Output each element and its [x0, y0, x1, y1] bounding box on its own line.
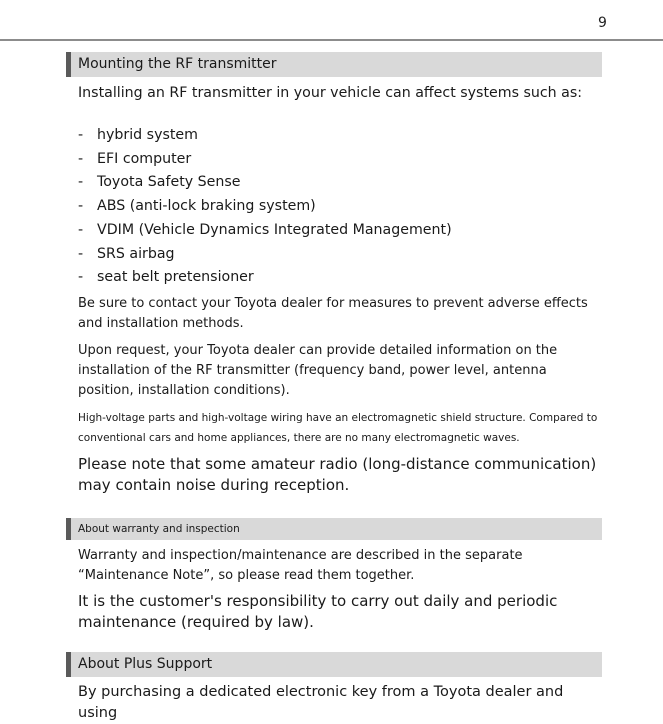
list-item-text: VDIM (Vehicle Dynamics Integrated Management)	[97, 221, 452, 238]
manual-page-content	[66, 52, 602, 724]
list-item	[78, 171, 602, 195]
plus-support-section-body	[66, 682, 602, 724]
list-dash: -	[78, 198, 84, 215]
dealer-contact-note: Be sure to contact your Toyota dealer for measures to prevent adverse effects and installation methods.	[78, 295, 588, 331]
list-dash: -	[78, 269, 84, 286]
list-dash: -	[78, 127, 84, 143]
section-heading-rf-transmitter: Mounting the RF transmitter	[66, 52, 602, 77]
list-item-text: Toyota Safety Sense	[97, 174, 241, 191]
warranty-section-body	[66, 546, 602, 633]
rf-transmitter-section-body	[66, 83, 602, 496]
list-item-text: ABS (anti-lock braking system)	[97, 198, 316, 215]
list-item	[78, 243, 602, 267]
list-dash: -	[78, 221, 84, 238]
section-heading-warranty: About warranty and inspection	[66, 518, 602, 540]
plus-support-intro-text: By purchasing a dedicated electronic key from a Toyota dealer and using	[78, 683, 564, 721]
list-item	[78, 219, 602, 243]
section-heading-plus-support: About Plus Support	[66, 652, 602, 677]
list-item	[78, 195, 602, 219]
dealer-request-note: Upon request, your Toyota dealer can provide detailed information on the installation of the RF transmitter (frequency band, power level, antenna position, installation conditions).	[78, 342, 558, 398]
customer-responsibility-note: It is the customer's responsibility to carry out daily and periodic maintenance (required by law).	[78, 591, 558, 631]
page-number: 9	[598, 15, 607, 31]
affected-systems-list	[78, 124, 602, 290]
list-item	[78, 148, 602, 172]
maintenance-note-reference: Warranty and inspection/maintenance are described in the separate “Maintenance Note”, so please read them together.	[78, 547, 523, 583]
list-dash: -	[78, 245, 84, 262]
amateur-radio-note: Please note that some amateur radio (long-distance communication) may contain noise during reception.	[78, 454, 597, 494]
list-item-text: SRS airbag	[97, 245, 175, 262]
list-item-text: EFI computer	[97, 150, 192, 167]
rf-intro-text: Installing an RF transmitter in your vehicle can affect systems such as:	[78, 85, 583, 101]
header-rule	[0, 39, 663, 41]
list-item-text: hybrid system	[97, 127, 198, 143]
list-item-text: seat belt pretensioner	[97, 269, 254, 286]
list-dash: -	[78, 150, 84, 167]
high-voltage-note: High-voltage parts and high-voltage wiring have an electromagnetic shield structure. Compared to conventional cars and home appliances, there are no many electromagnetic waves.	[78, 411, 598, 444]
list-item	[78, 266, 602, 290]
list-item	[78, 124, 602, 148]
list-dash: -	[78, 174, 84, 191]
